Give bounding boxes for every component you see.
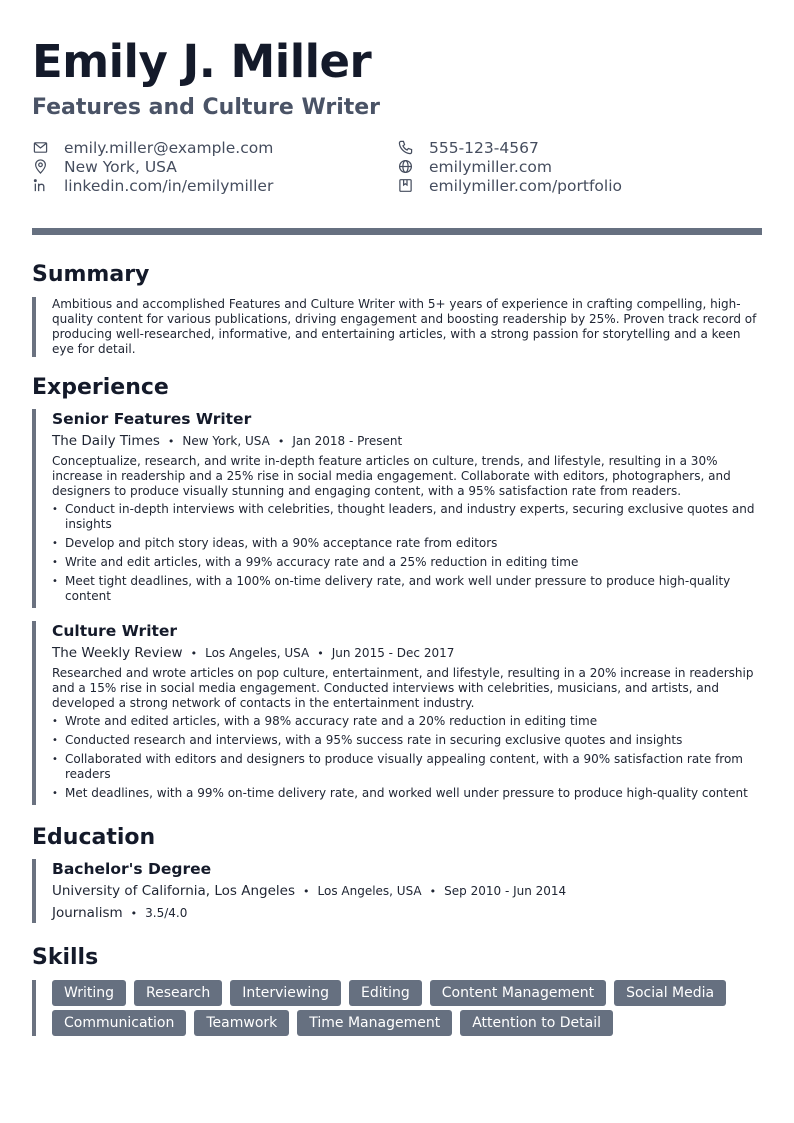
- summary-section: [32, 297, 766, 357]
- gpa: 3.5/4.0: [145, 906, 188, 920]
- experience-heading: Experience: [32, 375, 169, 400]
- skill-chip: Content Management: [430, 980, 606, 1006]
- contact-linkedin[interactable]: [32, 176, 273, 195]
- separator-dot: •: [277, 435, 285, 448]
- contact-phone[interactable]: [397, 138, 539, 157]
- phone-icon: [397, 140, 413, 156]
- education-heading: Education: [32, 825, 156, 850]
- skill-chip: Writing: [52, 980, 126, 1006]
- skill-chip: Interviewing: [230, 980, 341, 1006]
- job-location: Los Angeles, USA: [205, 646, 310, 660]
- skills-list: [36, 980, 766, 1036]
- skills-section: [32, 980, 766, 1036]
- contact-portfolio[interactable]: [397, 176, 622, 195]
- skill-chip: Attention to Detail: [460, 1010, 613, 1036]
- skill-chip: Teamwork: [194, 1010, 289, 1036]
- envelope-icon: [32, 140, 48, 156]
- experience-job: [32, 409, 766, 608]
- candidate-role: Features and Culture Writer: [32, 95, 381, 120]
- separator-dot: •: [429, 885, 437, 898]
- contact-website[interactable]: [397, 157, 552, 176]
- job-dates: Jan 2018 - Present: [292, 434, 403, 448]
- summary-heading: Summary: [32, 262, 150, 287]
- contact-email[interactable]: [32, 138, 273, 157]
- job-description: Conceptualize, research, and write in-depth feature articles on culture, trends, and lifestyle, resulting in a 30% increase in readership and a 25% rise in social media engagement. Collaborate with editors, photographers, and designers to produce visually stunning and engaging content, with a 95% satisfaction rate from readers.: [52, 454, 731, 498]
- contact-phone-text: 555-123-4567: [429, 138, 539, 157]
- school-location: Los Angeles, USA: [317, 884, 422, 898]
- location-pin-icon: [32, 159, 48, 175]
- education-field-row: [52, 904, 766, 923]
- job-company: The Weekly Review: [52, 645, 183, 661]
- list-item: • Develop and pitch story ideas, with a 90% acceptance rate from editors: [52, 536, 766, 551]
- candidate-name: Emily J. Miller: [32, 35, 372, 88]
- globe-icon: [397, 159, 413, 175]
- job-dates: Jun 2015 - Dec 2017: [331, 646, 455, 660]
- field-of-study: Journalism: [52, 905, 123, 921]
- summary-text: Ambitious and accomplished Features and Culture Writer with 5+ years of experience in crafting compelling, high-quality content for various publications, driving engagement and boosting readership by 25%. Proven track record of producing well-researched, informative, and entertaining articles, with a strong passion for storytelling and a keen eye for detail.: [52, 297, 757, 356]
- list-item: • Write and edit articles, with a 99% accuracy rate and a 25% reduction in editing time: [52, 555, 766, 570]
- job-title: Senior Features Writer: [52, 410, 252, 428]
- separator-dot: •: [303, 885, 310, 898]
- job-location: New York, USA: [182, 434, 270, 448]
- education-section: [32, 859, 766, 923]
- skill-chip: Time Management: [297, 1010, 452, 1036]
- job-meta: [52, 644, 766, 663]
- skills-heading: Skills: [32, 945, 99, 970]
- skill-chip: Social Media: [614, 980, 726, 1006]
- education-meta: [52, 882, 766, 901]
- contact-portfolio-text: emilymiller.com/portfolio: [429, 176, 622, 195]
- separator-dot: •: [167, 435, 175, 448]
- portfolio-icon: [397, 178, 413, 194]
- job-meta: [52, 432, 766, 451]
- degree-title: Bachelor's Degree: [52, 860, 212, 878]
- contact-website-text: emilymiller.com: [429, 157, 552, 176]
- job-description: Researched and wrote articles on pop culture, entertainment, and lifestyle, resulting in a 20% increase in readership and a 15% rise in social media engagement. Conducted interviews with celebrities, musicians, and artists, and developed a strong network of contacts in the entertainment industry.: [52, 666, 754, 710]
- education-dates: Sep 2010 - Jun 2014: [444, 884, 567, 898]
- skill-chip: Communication: [52, 1010, 186, 1036]
- contact-location: [32, 157, 177, 176]
- job-company: The Daily Times: [52, 433, 160, 449]
- job-title: Culture Writer: [52, 622, 178, 640]
- skill-chip: Editing: [349, 980, 422, 1006]
- job-bullets: [52, 714, 766, 801]
- contact-location-text: New York, USA: [64, 157, 177, 176]
- list-item: • Meet tight deadlines, with a 100% on-time delivery rate, and work well under pressure to produce high-quality content: [52, 574, 766, 604]
- list-item: • Conduct in-depth interviews with celebrities, thought leaders, and industry experts, securing exclusive quotes and insights: [52, 502, 766, 532]
- separator-dot: •: [190, 647, 198, 660]
- separator-dot: •: [317, 647, 324, 660]
- list-item: • Met deadlines, with a 99% on-time delivery rate, and worked well under pressure to produce high-quality content: [52, 786, 766, 801]
- list-item: • Collaborated with editors and designers to produce visually appealing content, with a 90% satisfaction rate from readers: [52, 752, 766, 782]
- school-name: University of California, Los Angeles: [52, 883, 296, 899]
- contact-email-text: emily.miller@example.com: [64, 138, 274, 157]
- contact-linkedin-text: linkedin.com/in/emilymiller: [64, 176, 274, 195]
- skill-chip: Research: [134, 980, 222, 1006]
- linkedin-icon: [32, 178, 48, 194]
- separator-dot: •: [130, 907, 138, 920]
- job-bullets: [52, 502, 766, 604]
- header-divider: [32, 228, 762, 235]
- list-item: • Wrote and edited articles, with a 98% accuracy rate and a 20% reduction in editing time: [52, 714, 766, 729]
- experience-job: [32, 621, 766, 805]
- list-item: • Conducted research and interviews, with a 95% success rate in securing exclusive quotes and insights: [52, 733, 766, 748]
